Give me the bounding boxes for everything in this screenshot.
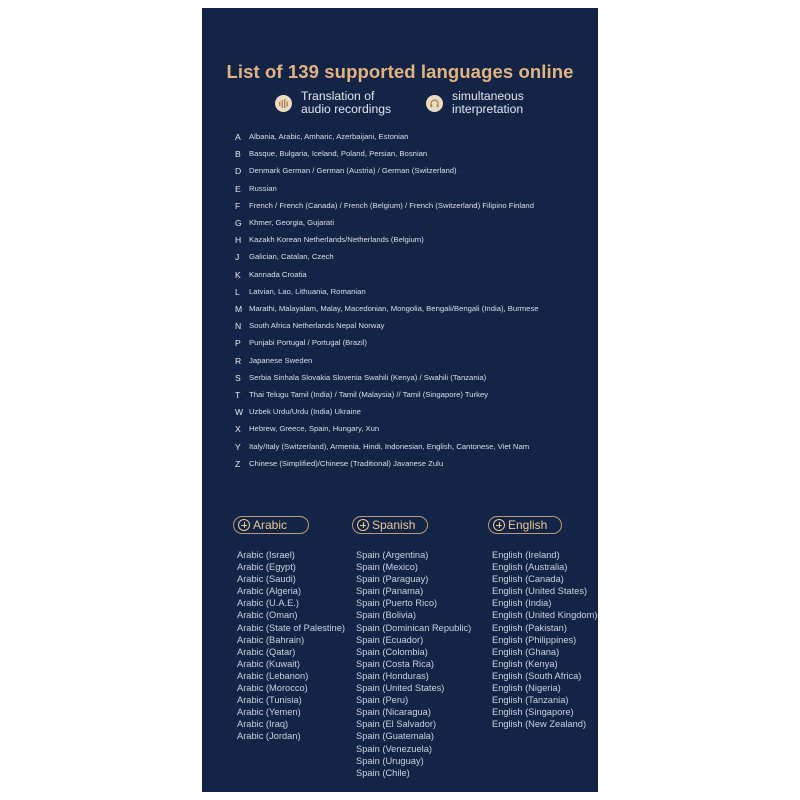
list-item: Spain (Venezuela): [356, 743, 432, 754]
list-item: Spain (Guatemala): [356, 731, 435, 742]
list-item: Spain (Ecuador): [356, 634, 424, 645]
list-item: Arabic (Jordan): [237, 731, 301, 742]
letter-languages: Russian: [249, 183, 277, 193]
list-item: English (Tanzania): [492, 695, 569, 706]
letter-languages: Punjabi Portugal / Portugal (Brazil): [249, 338, 367, 348]
letter-languages: Uzbek Urdu/Urdu (India) Ukraine: [249, 407, 361, 417]
list-item: Arabic (Qatar): [237, 646, 296, 657]
letter-label: Z: [235, 458, 241, 469]
list-item: English (India): [492, 598, 552, 609]
list-item: Spain (Mexico): [356, 562, 419, 573]
letter-languages: Latvian, Lao, Lithuania, Romanian: [249, 286, 366, 296]
letter-languages: Thai Telugu Tamil (India) / Tamil (Malaysia) // Tamil (Singapore) Turkey: [249, 390, 489, 399]
list-item: Arabic (Kuwait): [237, 658, 301, 669]
list-item: Arabic (U.A.E.): [237, 598, 299, 609]
letter-languages: Marathi, Malayalam, Malay, Macedonian, Mongolia, Bengali/Bengali (India), Burmese: [249, 304, 539, 313]
letter-languages: Hebrew, Greece, Spain, Hungary, Xun: [249, 424, 380, 434]
letter-label: H: [235, 235, 242, 246]
list-item: Arabic (State of Palestine): [237, 622, 345, 633]
list-item: Spain (Uruguay): [356, 755, 424, 766]
letter-languages: Basque, Bulgaria, Iceland, Poland, Persian, Bosnian: [249, 149, 428, 159]
letter-languages: French / French (Canada) / French (Belgium) / French (Switzerland) Filipino Finland: [249, 200, 534, 210]
letter-languages: Italy/Italy (Switzerland), Armenia, Hindi, Indonesian, English, Cantonese, Viet Nam: [249, 441, 530, 451]
arabic-column: [233, 516, 345, 742]
list-item: English (Kenya): [492, 658, 558, 669]
letter-label: P: [235, 338, 241, 349]
spanish-list: [356, 549, 471, 779]
letter-label: W: [235, 407, 244, 418]
letter-label: G: [235, 218, 242, 228]
feature-label: Translation of audio recordings: [301, 89, 392, 116]
letter-languages: Khmer, Georgia, Gujarati: [249, 218, 335, 227]
spanish-chip: Spanish: [352, 516, 428, 534]
page-title: List of 139 supported languages online: [226, 61, 574, 82]
plus-circle-icon: [238, 519, 250, 531]
audio-bars-icon: [275, 95, 292, 112]
list-item: Spain (Costa Rica): [356, 658, 435, 669]
letter-languages: Kannada Croatia: [249, 269, 307, 279]
list-item: English (Canada): [492, 574, 564, 585]
list-item: English (New Zealand): [492, 719, 587, 730]
letter-label: A: [235, 132, 241, 142]
list-item: Arabic (Lebanon): [237, 670, 309, 681]
list-item: Spain (Chile): [356, 767, 410, 778]
list-item: English (Philippines): [492, 634, 577, 645]
plus-circle-icon: [493, 519, 505, 531]
list-item: Arabic (Oman): [237, 610, 298, 621]
list-item: Spain (Nicaragua): [356, 707, 431, 718]
letter-label: F: [235, 200, 241, 211]
list-item: English (Singapore): [492, 707, 574, 718]
letter-label: M: [235, 304, 243, 314]
list-item: Arabic (Morocco): [237, 683, 308, 694]
english-column: [488, 516, 598, 730]
letter-label: B: [235, 149, 241, 160]
letter-languages: Galician, Catalan, Czech: [249, 252, 334, 262]
english-chip: English: [488, 516, 562, 534]
list-item: Arabic (Israel): [237, 550, 295, 560]
list-item: English (United Kingdom): [492, 610, 598, 621]
language-list-panel: [202, 8, 598, 792]
letter-languages: Denmark German / German (Austria) / German (Switzerland): [249, 166, 457, 176]
letter-label: R: [235, 355, 242, 366]
list-item: Spain (Dominican Republic): [356, 622, 472, 633]
list-item: Arabic (Iraq): [237, 719, 289, 730]
list-item: Arabic (Yemen): [237, 707, 301, 718]
list-item: Spain (Panama): [356, 586, 424, 597]
list-item: Arabic (Saudi): [237, 574, 296, 585]
letter-label: S: [235, 372, 241, 383]
list-item: Spain (Bolivia): [356, 610, 416, 621]
letter-languages: Albania, Arabic, Amharic, Azerbaijani, Estonian: [249, 132, 409, 141]
letter-languages: Chinese (Simplified)/Chinese (Traditional) Javanese Zulu: [249, 458, 444, 468]
letter-languages: South Africa Netherlands Nepal Norway: [249, 321, 385, 331]
list-item: Spain (Peru): [356, 695, 409, 706]
list-item: English (United States): [492, 586, 588, 597]
list-item: Spain (United States): [356, 683, 445, 694]
list-item: English (Ghana): [492, 646, 560, 657]
spanish-column: [352, 516, 472, 778]
list-item: Spain (El Salvador): [356, 719, 437, 730]
letter-label: D: [235, 166, 242, 177]
list-item: Spain (Colombia): [356, 646, 428, 657]
list-item: Arabic (Tunisia): [237, 695, 302, 706]
arabic-chip: Arabic: [233, 516, 309, 534]
letter-languages: Kazakh Korean Netherlands/Netherlands (Belgium): [249, 235, 424, 245]
english-list: [492, 549, 597, 730]
letter-languages: Serbia Sinhala Slovakia Slovenia Swahili (Kenya) / Swahili (Tanzania): [249, 372, 487, 382]
list-item: English (Australia): [492, 562, 568, 573]
letter-label: N: [235, 321, 242, 332]
plus-circle-icon: [357, 519, 369, 531]
letter-languages: Japanese Sweden: [249, 355, 313, 365]
list-item: English (Pakistan): [492, 622, 567, 633]
feature-label: simultaneous interpretation: [452, 89, 524, 116]
letter-label: T: [235, 390, 241, 400]
letter-label: J: [235, 252, 240, 263]
list-item: English (Nigeria): [492, 683, 561, 694]
list-item: Arabic (Algeria): [237, 586, 302, 597]
letter-label: E: [235, 183, 241, 194]
list-item: Arabic (Egypt): [237, 562, 296, 573]
arabic-list: [237, 549, 345, 743]
list-item: English (Ireland): [492, 550, 560, 560]
headphones-icon: [426, 95, 443, 112]
list-item: Spain (Argentina): [356, 550, 429, 560]
letter-label: Y: [235, 441, 241, 452]
letter-label: X: [235, 424, 241, 435]
list-item: Spain (Honduras): [356, 670, 429, 681]
list-item: English (South Africa): [492, 670, 582, 681]
list-item: Spain (Paraguay): [356, 574, 429, 585]
letter-label: K: [235, 269, 241, 280]
letter-label: L: [235, 286, 240, 297]
list-item: Arabic (Bahrain): [237, 634, 305, 645]
list-item: Spain (Puerto Rico): [356, 598, 438, 609]
